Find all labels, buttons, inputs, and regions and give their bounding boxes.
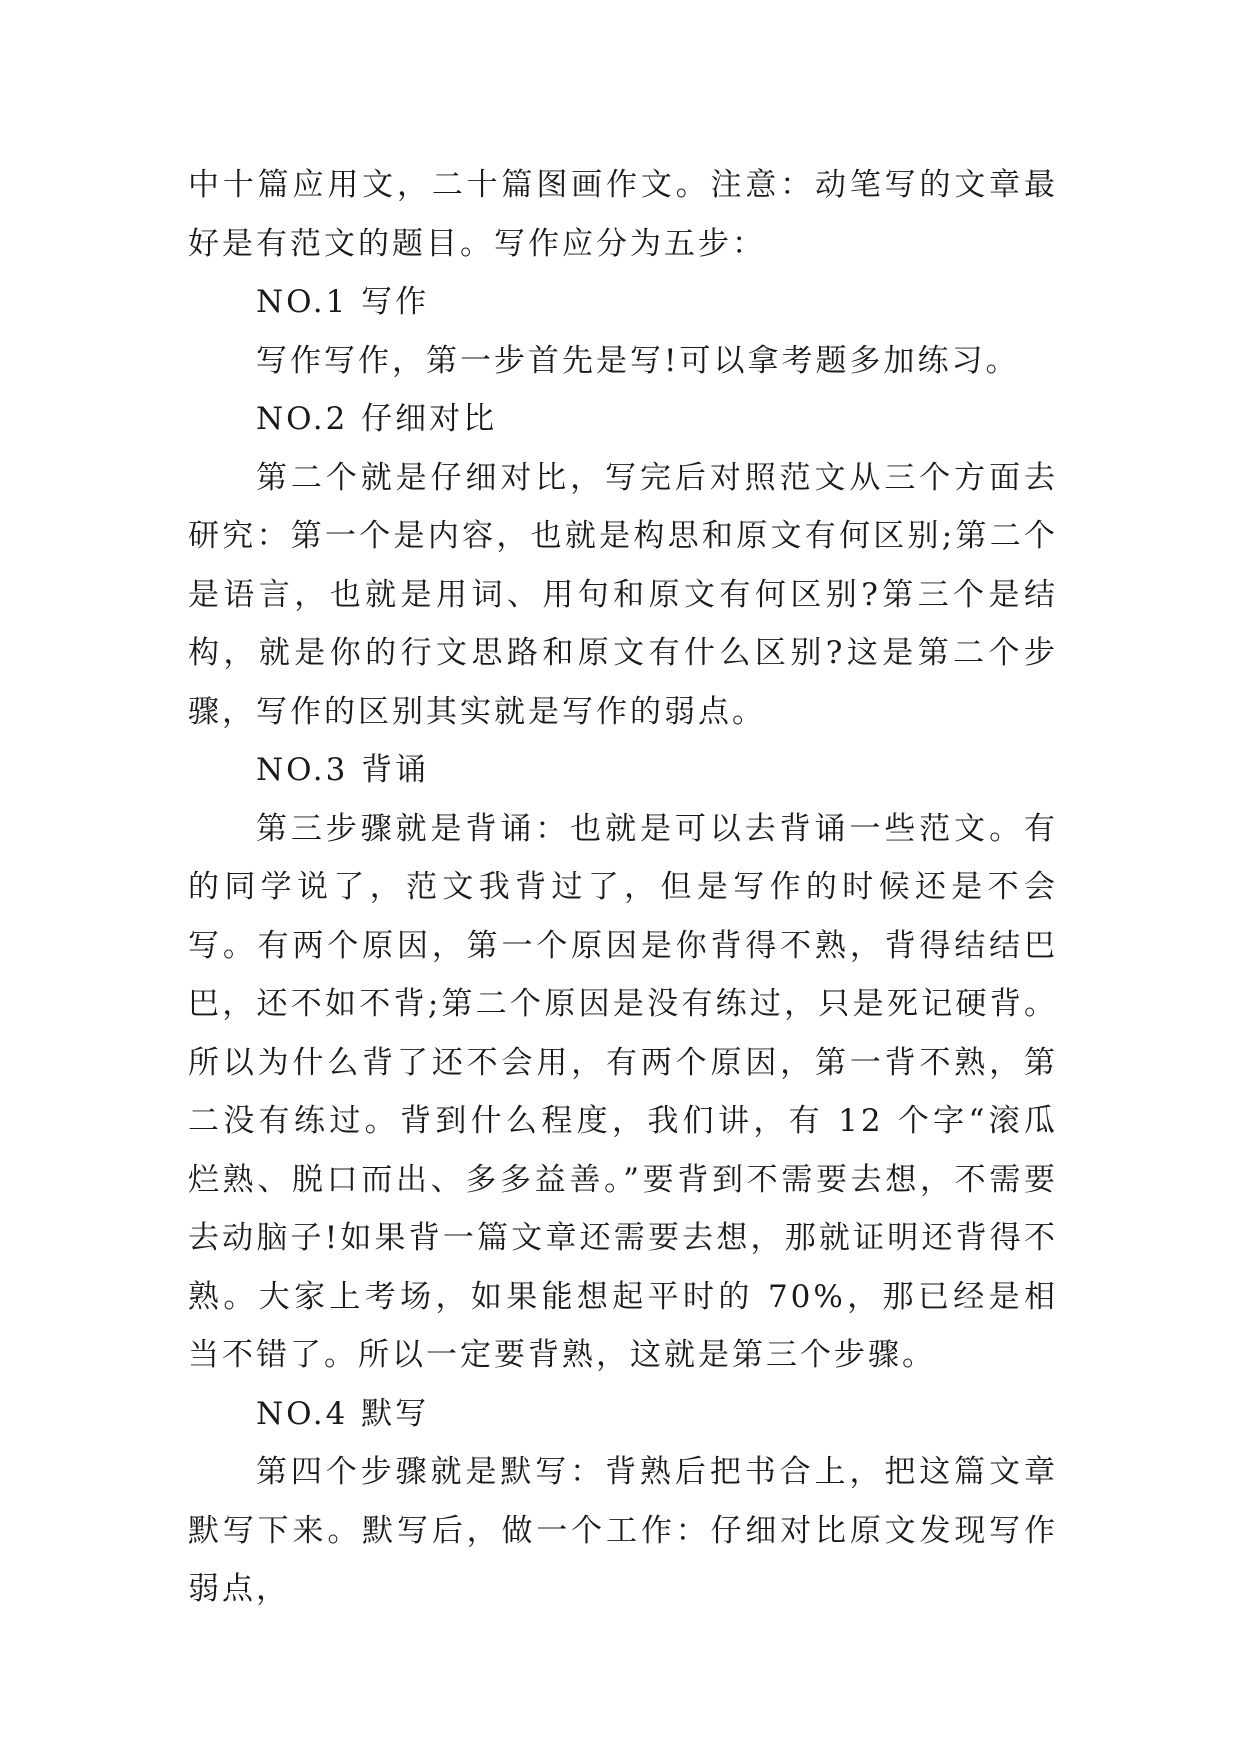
document-body	[188, 156, 1058, 1619]
step-heading-4: NO.4 默写	[256, 1395, 430, 1432]
paragraph-intro: 中十篇应用文，二十篇图画作文。注意：动笔写的文章最好是有范文的题目。写作应分为五步：	[188, 167, 1058, 262]
step-heading-1: NO.1 写作	[256, 284, 430, 320]
step-heading-3: NO.3 背诵	[256, 752, 430, 788]
paragraph-step-1: 写作写作，第一步首先是写!可以拿考题多加练习。	[256, 342, 1020, 379]
paragraph-step-3: 第三步骤就是背诵：也就是可以去背诵一些范文。有的同学说了，范文我背过了，但是写作的时候还是不会写。有两个原因，第一个原因是你背得不熟，背得结结巴巴，还不如不背;第二个原因是没有练过，只是死记硬背。所以为什么背了还不会用，有两个原因，第一背不熟，第二没有练过。背到什么程度，我们讲，有 12 个字“滚瓜烂熟、脱口而出、多多益善。”要背到不需要去想，不需要去动脑子!如果背一篇文章还需要去想，那就证明还背得不熟。大家上考场，如果能想起平时的 70%，那已经是相当不错了。所以一定要背熟，这就是第三个步骤。	[188, 810, 1059, 1373]
step-heading-2: NO.2 仔细对比	[256, 401, 498, 437]
paragraph-step-4: 第四个步骤就是默写：背熟后把书合上，把这篇文章默写下来。默写后，做一个工作：仔细对比原文发现写作弱点，	[188, 1454, 1058, 1607]
paragraph-step-2: 第二个就是仔细对比，写完后对照范文从三个方面去研究：第一个是内容，也就是构思和原文有何区别;第二个是语言，也就是用词、用句和原文有何区别?第三个是结构，就是你的行文思路和原文有什么区别?这是第二个步骤，写作的区别其实就是写作的弱点。	[188, 459, 1058, 730]
